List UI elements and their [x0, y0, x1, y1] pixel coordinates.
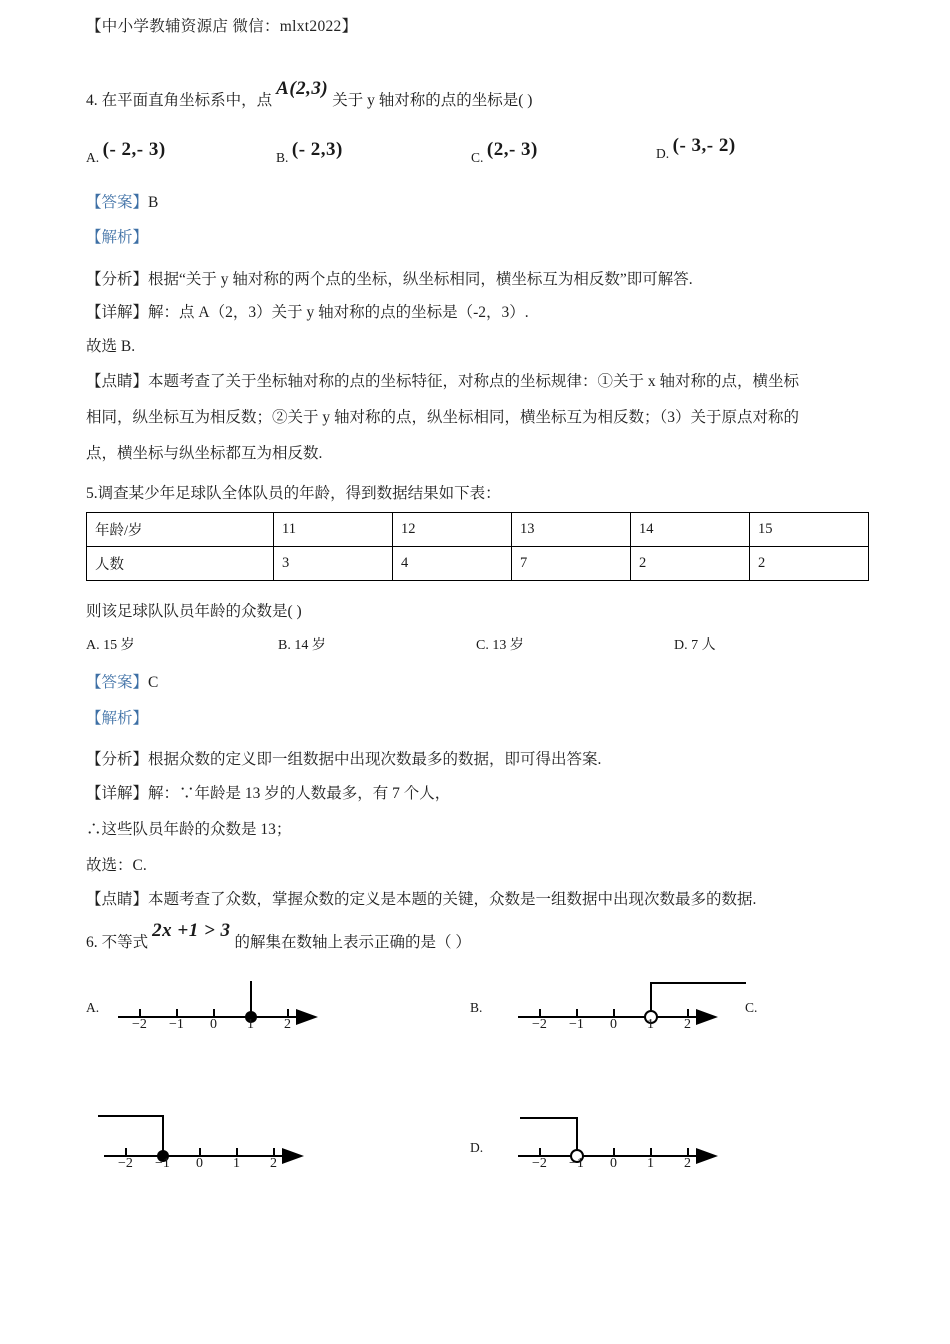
q5-option-c-text: 13 岁 [492, 638, 524, 653]
q5-analysis-line-1: 【分析】根据众数的定义即一组数据中出现次数最多的数据，即可得出答案. [86, 751, 602, 768]
q6-d-tick-5: 2 [684, 1156, 691, 1171]
table-cell-age-1: 11 [274, 513, 393, 547]
q5-stem-2: 则该足球队队员年龄的众数是( ) [86, 603, 302, 620]
q5-option-c-tag: C. [476, 638, 489, 653]
q6-c-tick-1: −2 [118, 1156, 133, 1171]
q4-stem-after: 关于 y 轴对称的点的坐标是( ) [332, 92, 533, 109]
q5-analysis-line-4: 故选：C. [86, 857, 147, 874]
q6-b-tick-1: −2 [532, 1017, 547, 1032]
q6-a-tick-2: −1 [169, 1017, 184, 1032]
q5-options [86, 634, 906, 668]
q4-option-a-tag: A. [86, 150, 100, 165]
table-header-age: 年龄/岁 [87, 513, 274, 547]
q6-c-tick-4: 1 [233, 1156, 240, 1171]
q5-option-a-text: 15 岁 [103, 638, 135, 653]
q5-answer-value: C [148, 674, 159, 691]
q6-d-tick-2: −1 [569, 1156, 584, 1171]
q4-option-c[interactable] [471, 139, 538, 168]
q4-option-b-text: (- 2,3) [291, 139, 343, 160]
table-cell-age-3: 13 [512, 513, 631, 547]
q6-option-b-figure[interactable] [510, 975, 750, 1045]
q4-option-c-text: (2,- 3) [486, 139, 538, 160]
q5-option-a-tag: A. [86, 638, 100, 653]
question-6-stem [86, 920, 886, 953]
q4-options [86, 136, 906, 170]
q6-b-tick-3: 0 [610, 1017, 617, 1032]
q6-b-tick-2: −1 [569, 1017, 584, 1032]
q4-stem-formula: A(2,3) [276, 78, 329, 99]
q6-a-tick-3: 0 [210, 1017, 217, 1032]
q5-stem-text: 调查某少年足球队全体队员的年龄，得到数据结果如下表： [97, 485, 501, 502]
q4-stem-before: 在平面直角坐标系中，点 [101, 92, 273, 109]
q4-answer-label: 【答案】 [86, 194, 149, 211]
table-cell-count-4: 2 [631, 547, 750, 581]
table-cell-count-1: 3 [274, 547, 393, 581]
table-cell-age-5: 15 [750, 513, 869, 547]
q6-a-tick-5: 2 [284, 1017, 291, 1032]
table-cell-count-5: 2 [750, 547, 869, 581]
q5-option-b[interactable] [278, 634, 326, 654]
q5-analysis-label: 【解析】 [86, 710, 149, 727]
table-cell-age-2: 12 [393, 513, 512, 547]
q6-option-c-figure[interactable] [96, 1110, 311, 1185]
q4-analysis-label: 【解析】 [86, 229, 149, 246]
q4-analysis-line-5: 相同，纵坐标互为相反数；②关于 y 轴对称的点，纵坐标相同，横坐标互为相反数；（3）关于原点对称的 [86, 409, 800, 426]
q6-b-tick-5: 2 [684, 1017, 691, 1032]
q4-analysis-line-2: 【详解】解：点 A（2，3）关于 y 轴对称的点的坐标是（-2，3）. [86, 304, 529, 321]
table-row-counts [87, 547, 869, 581]
q6-c-tick-3: 0 [196, 1156, 203, 1171]
q6-a-tick-4: 1 [247, 1017, 254, 1032]
q4-number: 4. [86, 92, 98, 109]
q5-answer-row [86, 673, 886, 692]
q4-analysis-line-1: 【分析】根据“关于 y 轴对称的两个点的坐标，纵坐标相同，横坐标互为相反数”即可解答. [86, 271, 693, 288]
q6-option-a-figure[interactable] [110, 975, 320, 1045]
q4-option-b-tag: B. [276, 150, 289, 165]
question-5-stem [86, 484, 886, 503]
q4-analysis-line-6: 点，横坐标与纵坐标都互为相反数. [86, 445, 323, 462]
q6-b-tick-4: 1 [647, 1017, 654, 1032]
q6-c-tick-2: −1 [155, 1156, 170, 1171]
question-4-stem [86, 78, 886, 111]
q5-number: 5. [86, 485, 98, 502]
q6-option-d-tag: D. [470, 1140, 484, 1155]
q6-stem-before: 不等式 [101, 934, 149, 951]
q6-d-tick-1: −2 [532, 1156, 547, 1171]
q5-option-c[interactable] [476, 634, 524, 654]
q6-option-b-tag: B. [470, 1000, 483, 1015]
q6-option-a-tag: A. [86, 1000, 100, 1015]
q5-option-b-tag: B. [278, 638, 291, 653]
age-count-table [86, 512, 869, 581]
q6-number: 6. [86, 934, 98, 951]
q4-answer-value: B [148, 194, 159, 211]
q5-option-d[interactable] [674, 634, 716, 654]
q5-analysis-line-3: ∴这些队员年龄的众数是 13； [86, 821, 292, 838]
store-watermark: 【中小学教辅资源店 微信：mlxt2022】 [86, 18, 358, 35]
q4-option-d-text: (- 3,- 2) [672, 135, 736, 156]
q6-stem-after: 的解集在数轴上表示正确的是（ ） [234, 934, 471, 951]
q4-option-a[interactable] [86, 139, 166, 168]
q4-analysis-line-4: 【点睛】本题考查了关于坐标轴对称的点的坐标特征，对称点的坐标规律：①关于 x 轴对称的点，横坐标 [86, 373, 800, 390]
q4-answer-row [86, 193, 886, 212]
q4-option-c-tag: C. [471, 150, 484, 165]
q5-option-a[interactable] [86, 634, 135, 654]
q5-option-b-text: 14 岁 [294, 638, 326, 653]
table-cell-age-4: 14 [631, 513, 750, 547]
table-cell-count-3: 7 [512, 547, 631, 581]
q4-option-b[interactable] [276, 139, 343, 168]
q6-d-tick-4: 1 [647, 1156, 654, 1171]
q6-a-tick-1: −2 [132, 1017, 147, 1032]
q5-answer-label: 【答案】 [86, 674, 149, 691]
q6-d-tick-3: 0 [610, 1156, 617, 1171]
table-header-count: 人数 [87, 547, 274, 581]
q5-option-d-text: 7 人 [691, 638, 716, 653]
q4-analysis-line-3: 故选 B. [86, 338, 136, 355]
q6-stem-formula: 2x +1 > 3 [152, 920, 231, 941]
q4-option-d[interactable] [656, 135, 736, 164]
table-row-ages [87, 513, 869, 547]
q6-c-tick-5: 2 [270, 1156, 277, 1171]
q6-option-c-tag: C. [745, 1000, 758, 1015]
q4-option-a-text: (- 2,- 3) [102, 139, 166, 160]
q5-analysis-line-2: 【详解】解：∵年龄是 13 岁的人数最多，有 7 个人， [86, 785, 451, 802]
q5-option-d-tag: D. [674, 638, 688, 653]
q6-option-d-figure[interactable] [510, 1110, 725, 1185]
q5-analysis-line-5: 【点睛】本题考查了众数，掌握众数的定义是本题的关键，众数是一组数据中出现次数最多的数据. [86, 891, 757, 908]
q4-option-d-tag: D. [656, 146, 670, 161]
table-cell-count-2: 4 [393, 547, 512, 581]
